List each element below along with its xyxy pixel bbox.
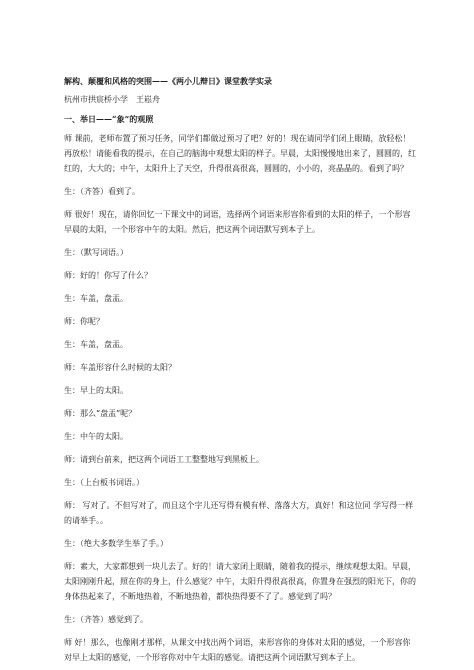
paragraph: 生：（默写词语。） [64, 248, 128, 257]
paragraph: 师：素大，大家都想到一块儿去了。好的！请大家闭上眼睛，随着我的提示，继续观想太阳。早晨，太阳刚刚升起，照在你的身上，什么感觉？中午，太阳升得很高很高，你置身在强烈的阳光下，你的身体热起来了，不断地热着，不断地热着，都快热得要不了了。感觉到了吗？ [64, 562, 416, 601]
document-title: 解构、颠覆和风格的突围——《两小儿辩日》课堂教学实录 [64, 76, 272, 86]
paragraph: 生：（齐答）感觉到了。 [64, 615, 148, 624]
paragraph: 生：车盖，盘盂。 [64, 340, 128, 349]
paragraph: 生：早上的太阳。 [64, 386, 128, 395]
paragraph: 师：好的！你写了什么？ [64, 271, 152, 280]
paragraph: 生：（齐答）看到了。 [64, 187, 140, 196]
paragraph: 生：中午的太阳。 [64, 432, 128, 441]
paragraph: 师 好！那么，也像刚才那样，从课文中找出两个词语，来形容你的身体对太阳的感觉，一个形容你对早上太阳的感觉，一个形容你对中午太阳的感觉。请把这两个词语默写到本子上。 [64, 638, 411, 662]
paragraph: 生：车盖，盘盂。 [64, 294, 128, 303]
paragraph: 师： 写对了。不但写对了，而且这个字儿还写得有模有样、落落大方，真好！和这位同 学写得一样的请举手。。 [64, 501, 414, 525]
paragraph: 生：（上台板书词语。） [64, 478, 144, 487]
paragraph: 师：车盖形容什么时候的太阳？ [64, 363, 176, 372]
document-body [64, 74, 416, 665]
paragraph: 生：（绝大多数学生举了手。） [64, 539, 168, 548]
author-line: 杭州市拱宸桥小学 王崧舟 [64, 95, 160, 104]
paragraph: 师：你呢？ [64, 317, 104, 326]
paragraph: 师 很好！现在，请你回忆一下课文中的词语，选择两个词语来形容你看到的太阳的样子，一个形容早晨的太阳，一个形容中午的太阳。然后，把这两个词语默写到本子上。 [64, 210, 411, 234]
section-heading: 一、举日——“象”的观照 [64, 114, 154, 124]
paragraph: 师 课前，老师布置了预习任务，同学们都做过预习了吧？好的！现在请同学们闭上眼睛，放轻松！再放松！请能看我的提示，在自己的脑海中观想太阳的样子。早晨，太阳慢慢地出来了，圆圆的，红红的，大大的；中午，太阳升上了天空，升得很高很高，圆圆的，小小的，亮晶晶的。看到了吗？ [64, 134, 416, 173]
paragraph: 师：那么“盘盂”呢？ [64, 409, 137, 418]
paragraph: 师：请到台前来，把这两个词语工工整整地写到黑板上。 [64, 455, 264, 464]
